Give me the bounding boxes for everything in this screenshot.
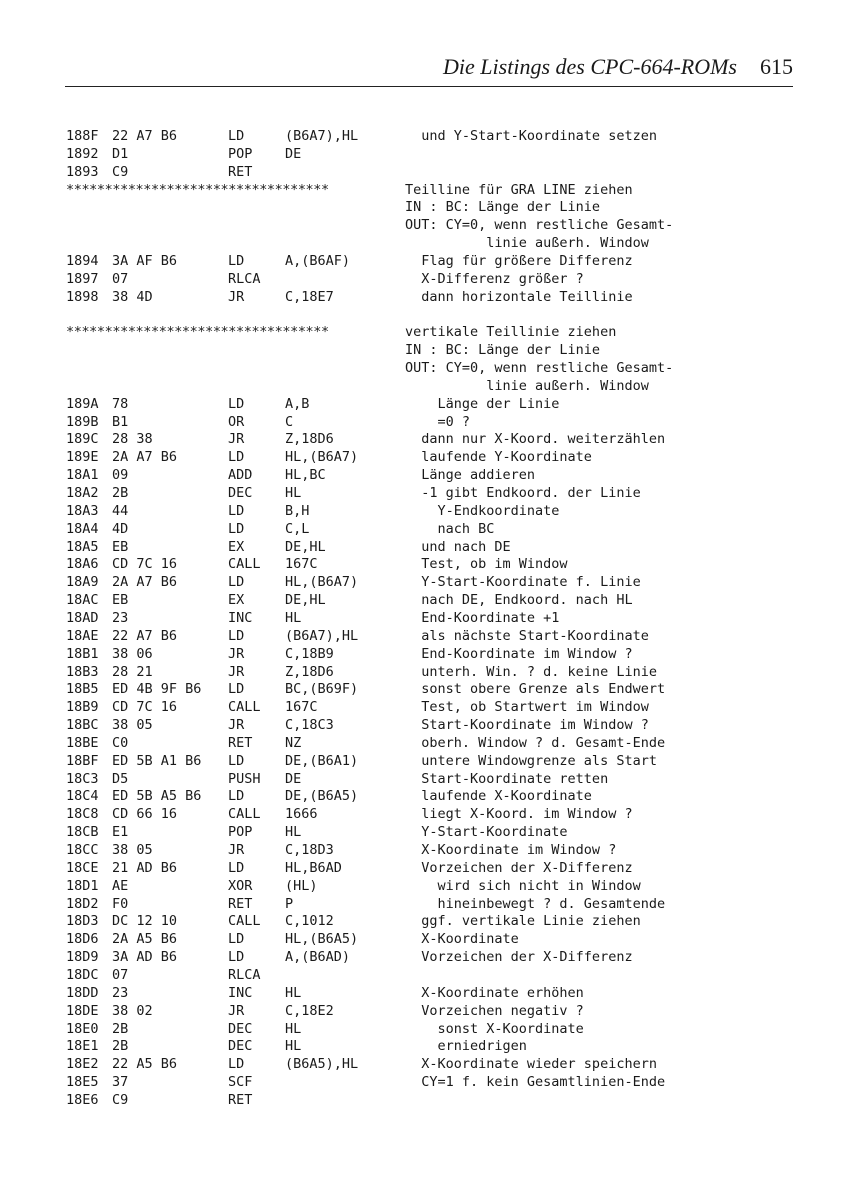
listing-row: [66, 895, 806, 913]
address: 18A5: [66, 538, 99, 555]
operand: C,L: [285, 520, 310, 537]
listing-row: [66, 770, 806, 788]
opcode-bytes: 2B: [112, 1020, 129, 1037]
mnemonic: LD: [228, 788, 245, 805]
address: 18B3: [66, 663, 99, 680]
listing-row: [66, 448, 806, 466]
comment: Länge addieren: [405, 467, 536, 484]
address: 18B1: [66, 645, 99, 662]
comment: Vorzeichen negativ ?: [405, 1002, 584, 1019]
operand: HL,B6AD: [285, 859, 342, 876]
mnemonic: EX: [228, 538, 245, 555]
opcode-bytes: 78: [112, 395, 129, 412]
mnemonic: INC: [228, 609, 253, 626]
comment: Y-Start-Koordinate f. Linie: [405, 574, 641, 591]
listing-row: [66, 359, 806, 377]
mnemonic: LD: [228, 931, 245, 948]
opcode-bytes: 22 A7 B6: [112, 128, 178, 144]
mnemonic: LD: [228, 520, 245, 537]
opcode-bytes: 38 05: [112, 842, 153, 858]
listing-row: [66, 627, 806, 645]
listing-row: [66, 288, 806, 306]
opcode-bytes: F0: [112, 895, 129, 912]
operand: A,(B6AF): [285, 252, 351, 269]
operand: C,18D3: [285, 842, 334, 858]
listing-row: [66, 984, 806, 1002]
address: 18A1: [66, 467, 99, 484]
address: 18BE: [66, 734, 99, 751]
mnemonic: CALL: [228, 699, 261, 716]
address: 1893: [66, 163, 99, 180]
comment: liegt X-Koord. im Window ?: [405, 806, 633, 823]
comment: X-Koordinate: [405, 931, 519, 948]
mnemonic: OR: [228, 413, 245, 430]
address: 18AC: [66, 592, 99, 609]
operand: C,1012: [285, 913, 334, 930]
operand: C,18E7: [285, 288, 334, 305]
opcode-bytes: 2A A7 B6: [112, 449, 178, 466]
mnemonic: DEC: [228, 1038, 253, 1055]
mnemonic: ADD: [228, 467, 253, 484]
comment: und nach DE: [405, 538, 511, 555]
comment: Test, ob Startwert im Window: [405, 699, 649, 716]
address: 18B9: [66, 699, 99, 716]
mnemonic: LD: [228, 252, 245, 269]
address: 1898: [66, 288, 99, 305]
address: 18E5: [66, 1074, 99, 1091]
listing-row: [66, 948, 806, 966]
address: 18D6: [66, 931, 99, 948]
mnemonic: LD: [228, 949, 245, 966]
listing-row: [66, 912, 806, 930]
listing-row: [66, 698, 806, 716]
comment: dann horizontale Teillinie: [405, 288, 633, 305]
mnemonic: JR: [228, 645, 245, 662]
mnemonic: SCF: [228, 1074, 253, 1091]
listing-row: [66, 270, 806, 288]
listing-row: [66, 127, 806, 145]
listing-row: [66, 234, 806, 252]
operand: A,(B6AD): [285, 949, 351, 966]
mnemonic: LD: [228, 859, 245, 876]
operand: 167C: [285, 699, 318, 716]
mnemonic: POP: [228, 145, 253, 162]
address: 189C: [66, 431, 99, 448]
comment: Y-Endkoordinate: [405, 502, 560, 519]
operand: HL: [285, 485, 302, 501]
mnemonic: POP: [228, 824, 253, 841]
opcode-bytes: 38 4D: [112, 288, 153, 305]
listing-row: [66, 805, 806, 823]
operand: DE,(B6A1): [285, 752, 359, 769]
mnemonic: EX: [228, 592, 245, 609]
listing-row: [66, 716, 806, 734]
comment: vertikale Teillinie ziehen: [405, 324, 617, 341]
listing-row: [66, 591, 806, 609]
listing-row: [66, 306, 806, 324]
separator-stars: **********************************: [66, 181, 329, 198]
listing-row: [66, 1020, 806, 1038]
comment: sonst obere Grenze als Endwert: [405, 681, 666, 698]
listing-row: [66, 645, 806, 663]
address: 18DD: [66, 984, 99, 1001]
operand: NZ: [285, 734, 302, 751]
opcode-bytes: AE: [112, 877, 129, 894]
mnemonic: JR: [228, 1002, 245, 1019]
listing-row: [66, 1091, 806, 1109]
listing-row: [66, 823, 806, 841]
comment: wird sich nicht in Window: [405, 877, 641, 894]
operand: (B6A5),HL: [285, 1056, 359, 1073]
mnemonic: LD: [228, 128, 245, 144]
operand: HL: [285, 609, 302, 626]
comment: End-Koordinate im Window ?: [405, 645, 633, 662]
opcode-bytes: 23: [112, 609, 129, 626]
operand: HL: [285, 1038, 302, 1055]
comment: CY=1 f. kein Gesamtlinien-Ende: [405, 1074, 666, 1091]
comment: erniedrigen: [405, 1038, 527, 1055]
listing-row: [66, 859, 806, 877]
address: 18B5: [66, 681, 99, 698]
listing-row: [66, 734, 806, 752]
comment: X-Koordinate wieder speichern: [405, 1056, 657, 1073]
opcode-bytes: 3A AF B6: [112, 252, 178, 269]
opcode-bytes: ED 5B A1 B6: [112, 752, 202, 769]
address: 18CC: [66, 842, 99, 858]
listing-row: [66, 252, 806, 270]
mnemonic: RET: [228, 895, 253, 912]
mnemonic: JR: [228, 288, 245, 305]
listing-row: [66, 395, 806, 413]
mnemonic: LD: [228, 681, 245, 698]
opcode-bytes: CD 7C 16: [112, 699, 178, 716]
opcode-bytes: 09: [112, 467, 129, 484]
operand: 167C: [285, 556, 318, 573]
opcode-bytes: 4D: [112, 520, 129, 537]
listing-row: [66, 752, 806, 770]
comment: laufende Y-Koordinate: [405, 449, 592, 466]
opcode-bytes: 07: [112, 966, 129, 983]
operand: DE,HL: [285, 538, 326, 555]
address: 18E6: [66, 1091, 99, 1108]
comment: OUT: CY=0, wenn restliche Gesamt-: [405, 217, 674, 234]
address: 18C4: [66, 788, 99, 805]
operand: B,H: [285, 502, 310, 519]
listing-row: [66, 787, 806, 805]
comment: sonst X-Koordinate: [405, 1020, 584, 1037]
opcode-bytes: D1: [112, 145, 129, 162]
mnemonic: RLCA: [228, 966, 261, 983]
address: 18CB: [66, 824, 99, 841]
comment: Start-Koordinate retten: [405, 770, 609, 787]
address: 188F: [66, 128, 99, 144]
comment: Teilline für GRA LINE ziehen: [405, 181, 633, 198]
address: 18AE: [66, 627, 99, 644]
operand: Z,18D6: [285, 663, 334, 680]
address: 1894: [66, 252, 99, 269]
address: 189B: [66, 413, 99, 430]
comment: nach DE, Endkoord. nach HL: [405, 592, 633, 609]
comment: =0 ?: [405, 413, 471, 430]
address: 18E1: [66, 1038, 99, 1055]
comment: -1 gibt Endkoord. der Linie: [405, 485, 641, 501]
comment: linie außerh. Window: [405, 377, 649, 394]
mnemonic: INC: [228, 984, 253, 1001]
address: 18A6: [66, 556, 99, 573]
address: 18CE: [66, 859, 99, 876]
listing-row: [66, 555, 806, 573]
operand: 1666: [285, 806, 318, 823]
opcode-bytes: 2A A5 B6: [112, 931, 178, 948]
operand: DE,(B6A5): [285, 788, 359, 805]
mnemonic: JR: [228, 431, 245, 448]
address: 18C3: [66, 770, 99, 787]
comment: IN : BC: Länge der Linie: [405, 342, 601, 359]
listing-row: [66, 216, 806, 234]
address: 18D1: [66, 877, 99, 894]
listing-row: [66, 1055, 806, 1073]
comment: linie außerh. Window: [405, 235, 649, 252]
address: 18E2: [66, 1056, 99, 1073]
mnemonic: RET: [228, 163, 253, 180]
listing-row: [66, 1073, 806, 1091]
operand: C,18B9: [285, 645, 334, 662]
address: 18D2: [66, 895, 99, 912]
opcode-bytes: 37: [112, 1074, 129, 1091]
listing-row: [66, 877, 806, 895]
listing-row: [66, 198, 806, 216]
listing-row: [66, 930, 806, 948]
mnemonic: RET: [228, 1091, 253, 1108]
listing-row: [66, 1002, 806, 1020]
opcode-bytes: DC 12 10: [112, 913, 178, 930]
mnemonic: LD: [228, 752, 245, 769]
operand: BC,(B69F): [285, 681, 359, 698]
opcode-bytes: 23: [112, 984, 129, 1001]
address: 18D3: [66, 913, 99, 930]
opcode-bytes: 28 38: [112, 431, 153, 448]
operand: (HL): [285, 877, 318, 894]
operand: DE: [285, 145, 302, 162]
section-separator-row: [66, 323, 806, 341]
opcode-bytes: ED 5B A5 B6: [112, 788, 202, 805]
opcode-bytes: 44: [112, 502, 129, 519]
section-separator-row: [66, 181, 806, 199]
comment: Flag für größere Differenz: [405, 252, 633, 269]
operand: (B6A7),HL: [285, 627, 359, 644]
opcode-bytes: C9: [112, 1091, 129, 1108]
listing-row: [66, 466, 806, 484]
address: 18E0: [66, 1020, 99, 1037]
page-header: [65, 50, 793, 87]
comment: als nächste Start-Koordinate: [405, 627, 649, 644]
address: 189A: [66, 395, 99, 412]
opcode-bytes: 38 05: [112, 717, 153, 734]
comment: X-Differenz größer ?: [405, 270, 584, 287]
comment: oberh. Window ? d. Gesamt-Ende: [405, 734, 666, 751]
comment: Vorzeichen der X-Differenz: [405, 949, 633, 966]
listing-row: [66, 680, 806, 698]
mnemonic: CALL: [228, 913, 261, 930]
page-number: 615: [760, 54, 793, 79]
mnemonic: LD: [228, 574, 245, 591]
opcode-bytes: B1: [112, 413, 129, 430]
opcode-bytes: EB: [112, 592, 129, 609]
opcode-bytes: EB: [112, 538, 129, 555]
mnemonic: DEC: [228, 1020, 253, 1037]
address: 18A3: [66, 502, 99, 519]
mnemonic: DEC: [228, 485, 253, 501]
listing-row: [66, 502, 806, 520]
mnemonic: LD: [228, 627, 245, 644]
address: 18D9: [66, 949, 99, 966]
comment: ggf. vertikale Linie ziehen: [405, 913, 641, 930]
listing-row: [66, 430, 806, 448]
mnemonic: LD: [228, 1056, 245, 1073]
opcode-bytes: 2A A7 B6: [112, 574, 178, 591]
listing-row: [66, 573, 806, 591]
listing-row: [66, 841, 806, 859]
opcode-bytes: CD 66 16: [112, 806, 178, 823]
listing-row: [66, 484, 806, 502]
operand: P: [285, 895, 294, 912]
comment: nach BC: [405, 520, 495, 537]
operand: HL,(B6A5): [285, 931, 359, 948]
opcode-bytes: ED 4B 9F B6: [112, 681, 202, 698]
listing-row: [66, 609, 806, 627]
address: 1892: [66, 145, 99, 162]
comment: laufende X-Koordinate: [405, 788, 592, 805]
operand: HL,(B6A7): [285, 574, 359, 591]
listing-row: [66, 341, 806, 359]
listing-row: [66, 145, 806, 163]
opcode-bytes: C0: [112, 734, 129, 751]
listing-row: [66, 1037, 806, 1055]
operand: (B6A7),HL: [285, 128, 359, 144]
address: 18BF: [66, 752, 99, 769]
comment: X-Koordinate im Window ?: [405, 842, 617, 858]
address: 18AD: [66, 609, 99, 626]
listing-row: [66, 413, 806, 431]
mnemonic: RLCA: [228, 270, 261, 287]
opcode-bytes: 38 02: [112, 1002, 153, 1019]
comment: OUT: CY=0, wenn restliche Gesamt-: [405, 360, 674, 377]
comment: hineinbewegt ? d. Gesamtende: [405, 895, 666, 912]
operand: HL: [285, 1020, 302, 1037]
opcode-bytes: 2B: [112, 485, 129, 501]
mnemonic: JR: [228, 663, 245, 680]
comment: Länge der Linie: [405, 395, 560, 412]
operand: HL: [285, 984, 302, 1001]
listing-row: [66, 377, 806, 395]
opcode-bytes: 22 A5 B6: [112, 1056, 178, 1073]
comment: dann nur X-Koord. weiterzählen: [405, 431, 666, 448]
operand: C,18C3: [285, 717, 334, 734]
address: 18A4: [66, 520, 99, 537]
opcode-bytes: 07: [112, 270, 129, 287]
comment: X-Koordinate erhöhen: [405, 984, 584, 1001]
operand: A,B: [285, 395, 310, 412]
opcode-bytes: 28 21: [112, 663, 153, 680]
address: 18A9: [66, 574, 99, 591]
operand: C: [285, 413, 294, 430]
opcode-bytes: 38 06: [112, 645, 153, 662]
listing-row: [66, 163, 806, 181]
mnemonic: RET: [228, 734, 253, 751]
comment: unterh. Win. ? d. keine Linie: [405, 663, 657, 680]
opcode-bytes: 3A AD B6: [112, 949, 178, 966]
mnemonic: PUSH: [228, 770, 261, 787]
address: 18BC: [66, 717, 99, 734]
opcode-bytes: 22 A7 B6: [112, 627, 178, 644]
address: 18C8: [66, 806, 99, 823]
comment: Y-Start-Koordinate: [405, 824, 568, 841]
opcode-bytes: C9: [112, 163, 129, 180]
operand: Z,18D6: [285, 431, 334, 448]
listing-row: [66, 538, 806, 556]
mnemonic: XOR: [228, 877, 253, 894]
address: 18DC: [66, 966, 99, 983]
address: 1897: [66, 270, 99, 287]
opcode-bytes: E1: [112, 824, 129, 841]
operand: C,18E2: [285, 1002, 334, 1019]
opcode-bytes: 21 AD B6: [112, 859, 178, 876]
opcode-bytes: 2B: [112, 1038, 129, 1055]
page-title: Die Listings des CPC-664-ROMs: [443, 54, 737, 79]
mnemonic: LD: [228, 502, 245, 519]
operand: HL,BC: [285, 467, 326, 484]
operand: DE,HL: [285, 592, 326, 609]
mnemonic: CALL: [228, 556, 261, 573]
comment: Vorzeichen der X-Differenz: [405, 859, 633, 876]
mnemonic: JR: [228, 842, 245, 858]
opcode-bytes: CD 7C 16: [112, 556, 178, 573]
listing-row: [66, 966, 806, 984]
mnemonic: LD: [228, 395, 245, 412]
listing-row: [66, 663, 806, 681]
comment: IN : BC: Länge der Linie: [405, 199, 601, 216]
comment: End-Koordinate +1: [405, 609, 560, 626]
mnemonic: LD: [228, 449, 245, 466]
address: 189E: [66, 449, 99, 466]
mnemonic: CALL: [228, 806, 261, 823]
mnemonic: JR: [228, 717, 245, 734]
operand: DE: [285, 770, 302, 787]
address: 18A2: [66, 485, 99, 501]
comment: und Y-Start-Koordinate setzen: [405, 128, 657, 144]
opcode-bytes: D5: [112, 770, 129, 787]
operand: HL,(B6A7): [285, 449, 359, 466]
comment: Test, ob im Window: [405, 556, 568, 573]
listing-row: [66, 520, 806, 538]
comment: untere Windowgrenze als Start: [405, 752, 657, 769]
comment: Start-Koordinate im Window ?: [405, 717, 649, 734]
separator-stars: **********************************: [66, 324, 329, 341]
operand: HL: [285, 824, 302, 841]
address: 18DE: [66, 1002, 99, 1019]
